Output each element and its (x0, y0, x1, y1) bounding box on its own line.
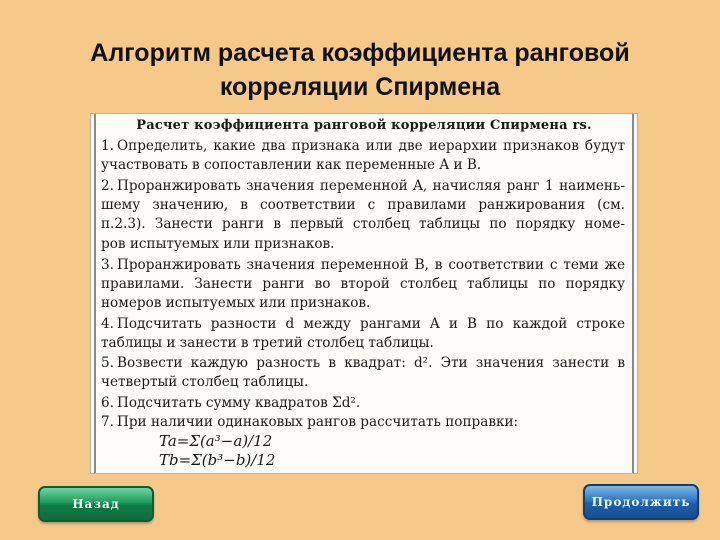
step-7 (101, 413, 625, 432)
next-button-label: Продолжить (591, 495, 691, 509)
step-5 (101, 354, 625, 392)
step-1 (101, 137, 625, 175)
step-6 (101, 394, 625, 413)
step-line: таблицы и занести в третий столбец таблицы. (101, 335, 434, 352)
step-line: Проранжировать значения переменной B, в соответствии с теми же (117, 257, 625, 273)
step-number: 3. (101, 257, 114, 273)
document-heading: Расчет коэффициента ранговой корреляции Спирмена rs. (136, 118, 592, 133)
step-line: п.2.3). Занести ранги в первый столбец таблицы по порядку номе- (101, 216, 625, 233)
step-number: 7. (101, 414, 114, 430)
step-3 (101, 256, 625, 314)
formula-tb: Tb=Σ(b³−b)/12 (159, 451, 276, 469)
formula-ta: Ta=Σ(a³−a)/12 (159, 432, 273, 450)
scan-border-left (94, 114, 96, 473)
step-number: 1. (101, 138, 114, 154)
step-number: 2. (101, 178, 114, 194)
step-line: участвовать в сопоставлении как переменные A и B. (101, 157, 482, 174)
step-line: номеров испытуемых или признаков. (101, 295, 371, 312)
step-number: 4. (101, 316, 114, 332)
step-number: 5. (101, 355, 114, 371)
slide-title (0, 36, 720, 104)
step-line: При наличии одинаковых рангов рассчитать поправки: (117, 414, 519, 430)
step-line: ров испытуемых или признаков. (101, 235, 335, 252)
scan-border-right (632, 114, 634, 473)
step-line: Проранжировать значения переменной A, начисляя ранг 1 наимень- (117, 178, 625, 194)
step-2 (101, 177, 625, 254)
step-line: четвертый столбец таблицы. (101, 374, 309, 391)
step-line: правилами. Занести ранги во второй столбец таблицы по порядку (101, 276, 625, 293)
step-line: Подсчитать разности d между рангами A и B по каждой строке (117, 316, 625, 332)
step-line: Подсчитать сумму квадратов Σd². (117, 395, 361, 411)
step-line: шему значению, в соответствии с правилами ранжирования (см. (101, 197, 625, 214)
slide-title-line-1: Алгоритм расчета коэффициента ранговой (90, 39, 630, 67)
step-number: 6. (101, 395, 114, 411)
back-button-label: Назад (72, 497, 120, 511)
next-button[interactable] (583, 484, 699, 520)
slide-title-line-2: корреляции Спирмена (219, 73, 501, 101)
step-line: Определить, какие два признака или две иерархии признаков будут (117, 138, 625, 154)
step-4 (101, 315, 625, 353)
back-button[interactable] (38, 486, 154, 522)
step-line: Возвести каждую разность в квадрат: d². Эти значения занести в (117, 355, 625, 371)
scanned-document (90, 113, 638, 474)
